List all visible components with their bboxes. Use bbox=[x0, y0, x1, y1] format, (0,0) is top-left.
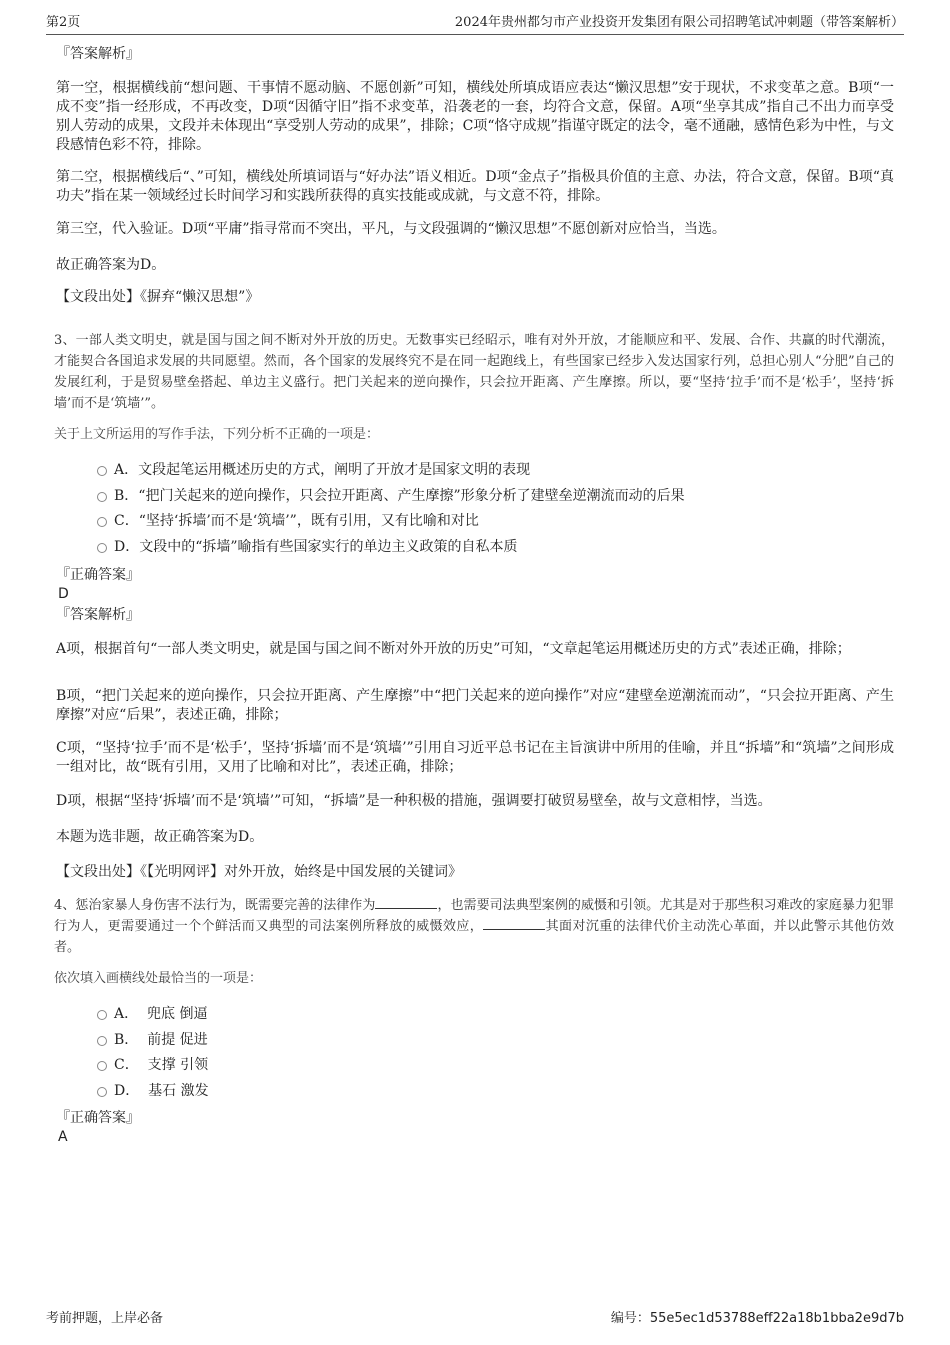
question-stem: 4、惩治家暴人身伤害不法行为，既需要完善的法律作为 ，也需要司法典型案例的威慑和引领。尤其是对于那些积习难改的家庭暴力犯罪行为人，更需要通过一个个鲜活而又典型的司法案例所释放的威慑效应， 其面对沉重的法律代价主动洗心革面，并以此警示其他仿效者。 bbox=[54, 898, 894, 955]
fill-blank bbox=[375, 896, 437, 909]
page-content bbox=[56, 44, 894, 1144]
option-c[interactable]: C． 支撑 引领 bbox=[56, 1055, 894, 1081]
question-stem: 3、一部人类文明史，就是国与国之间不断对外开放的历史。无数事实已经昭示，唯有对外开放，才能顺应和平、发展、合作、共赢的时代潮流，才能契合各国追求发展的共同愿望。然而，各个国家的发展终究不是在同一起跑线上，有些国家已经步入发达国家行列，总担心别人“分肥”自己的发展红利，于是贸易壁垒搭起、单边主义盛行。把门关起来的逆向操作，只会拉开距离、产生摩擦。所以，要“坚持‘拉手’而不是‘松手’，坚持‘拆墙’而不是‘筑墙’”。 bbox=[54, 333, 894, 411]
fill-blank bbox=[483, 917, 545, 930]
correct-answer-label: 『正确答案』 bbox=[56, 1110, 140, 1126]
analysis-paragraph: A项，根据首句“一部人类文明史，就是国与国之间不断对外开放的历史”可知，“文章起笔运用概述历史的方式”表述正确，排除； bbox=[56, 641, 851, 657]
option-d[interactable]: D．文段中的“拆墙”喻指有些国家实行的单边主义政策的自私本质 bbox=[56, 537, 894, 563]
analysis-paragraph: C项，“坚持‘拉手’而不是‘松手’，坚持‘拆墙’而不是‘筑墙’”引用自习近平总书记在主旨演讲中所用的佳喻，并且“拆墙”和“筑墙”之间形成一组对比，故“既有引用，又用了比喻和对比”，表述正确，排除； bbox=[56, 740, 894, 775]
page-number: 第2页 bbox=[46, 15, 81, 30]
option-list bbox=[56, 460, 894, 562]
analysis-paragraph: 第二空，根据横线后“、”可知，横线处所填词语与“好办法”语义相近。D项“金点子”指极具价值的主意、办法，符合文意，保留。B项“真功夫”指在某一领域经过长时间学习和实践所获得的真实技能或成就，与文意不符，排除。 bbox=[56, 169, 894, 204]
question-4 bbox=[56, 884, 894, 1144]
source-citation: 【文段出处】《【光明网评】对外开放，始终是中国发展的关键词》 bbox=[56, 864, 462, 880]
correct-answer: D bbox=[58, 586, 69, 602]
analysis-paragraph: 第一空，根据横线前“想问题、干事情不愿动脑、不愿创新”可知，横线处所填成语应表达“懒汉思想”安于现状，不求变革之意。B项“一成不变”指一经形成，不再改变，D项“因循守旧”指不求变革，沿袭老的一套，均符合文意，保留。A项“坐享其成”指自己不出力而享受别人劳动的成果，文段并未体现出“享受别人劳动的成果”，排除；C项“恪守成规”指谨守既定的法令，毫不通融，感情色彩为中性，与文段感情色彩不符，排除。 bbox=[56, 80, 894, 153]
option-a[interactable]: A．文段起笔运用概述历史的方式，阐明了开放才是国家文明的表现 bbox=[56, 460, 894, 486]
source-citation: 【文段出处】《摒弃“懒汉思想”》 bbox=[56, 289, 260, 305]
radio-button[interactable] bbox=[97, 492, 107, 502]
footer-slogan: 考前押题，上岸必备 bbox=[46, 1311, 164, 1326]
analysis-paragraph: D项，根据“坚持‘拆墙’而不是‘筑墙’”可知，“拆墙”是一种积极的措施，强调要打破贸易壁垒，故与文意相悖，当选。 bbox=[56, 793, 772, 809]
analysis-paragraph: 故正确答案为D。 bbox=[56, 257, 166, 273]
question-3 bbox=[56, 309, 894, 884]
question-prompt: 依次填入画横线处最恰当的一项是： bbox=[54, 971, 263, 986]
prev-analysis-section bbox=[56, 44, 894, 309]
analysis-paragraph: B项，“把门关起来的逆向操作，只会拉开距离、产生摩擦”中“把门关起来的逆向操作”对应“建壁垒逆潮流而动”，“只会拉开距离、产生摩擦”对应“后果”，表述正确，排除； bbox=[56, 688, 894, 723]
option-a[interactable]: A． 兜底 倒逼 bbox=[56, 1004, 894, 1030]
radio-button[interactable] bbox=[97, 543, 107, 553]
option-list bbox=[56, 1004, 894, 1106]
radio-button[interactable] bbox=[97, 1087, 107, 1097]
page-footer bbox=[46, 1310, 904, 1330]
analysis-label: 『答案解析』 bbox=[56, 46, 140, 62]
radio-button[interactable] bbox=[97, 517, 107, 527]
analysis-label: 『答案解析』 bbox=[56, 607, 140, 623]
radio-button[interactable] bbox=[97, 1010, 107, 1020]
correct-answer: A bbox=[58, 1129, 68, 1145]
document-title: 2024年贵州都匀市产业投资开发集团有限公司招聘笔试冲刺题（带答案解析） bbox=[454, 15, 904, 30]
option-c[interactable]: C．“坚持‘拆墙’而不是‘筑墙’”，既有引用，又有比喻和对比 bbox=[56, 511, 894, 537]
radio-button[interactable] bbox=[97, 466, 107, 476]
option-d[interactable]: D． 基石 激发 bbox=[56, 1081, 894, 1107]
analysis-paragraph: 本题为选非题，故正确答案为D。 bbox=[56, 829, 264, 845]
radio-button[interactable] bbox=[97, 1036, 107, 1046]
question-prompt: 关于上文所运用的写作手法，下列分析不正确的一项是： bbox=[54, 427, 380, 442]
page-header bbox=[46, 14, 904, 35]
option-b[interactable]: B．“把门关起来的逆向操作，只会拉开距离、产生摩擦”形象分析了建壁垒逆潮流而动的后果 bbox=[56, 486, 894, 512]
option-b[interactable]: B． 前提 促进 bbox=[56, 1030, 894, 1056]
document-code: 编号：55e5ec1d53788eff22a18b1bba2e9d7b bbox=[610, 1311, 904, 1326]
analysis-paragraph: 第三空，代入验证。D项“平庸”指寻常而不突出，平凡，与文段强调的“懒汉思想”不愿创新对应恰当，当选。 bbox=[56, 221, 726, 237]
radio-button[interactable] bbox=[97, 1061, 107, 1071]
correct-answer-label: 『正确答案』 bbox=[56, 567, 140, 583]
